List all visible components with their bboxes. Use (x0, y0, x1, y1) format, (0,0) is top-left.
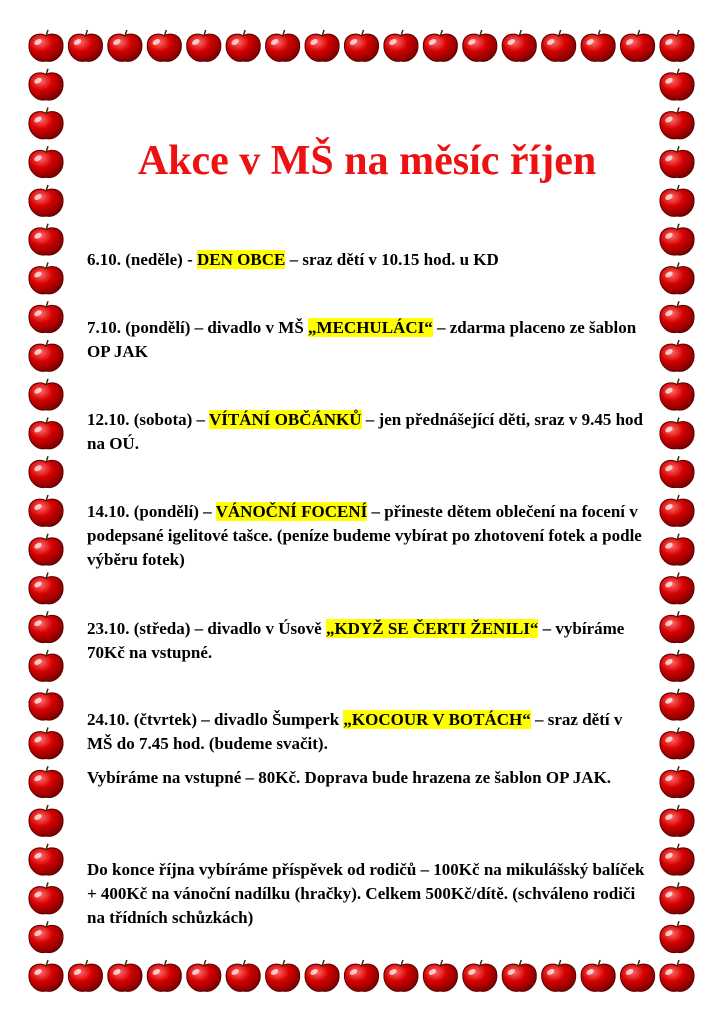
apple-icon (29, 689, 63, 720)
apple-icon (660, 456, 694, 487)
apple-icon (463, 30, 497, 61)
apple-icon (344, 960, 378, 991)
event-date: 6.10. (neděle) - (87, 250, 198, 269)
apple-icon (660, 69, 694, 100)
event-name-highlight: VÍTÁNÍ OBČÁNKŮ (209, 410, 362, 429)
event-details: – zdarma placeno ze šablon OP JAK (87, 318, 637, 361)
event-item (87, 248, 647, 272)
event-item (87, 708, 647, 756)
event-details: – sraz dětí v 10.15 hod. u KD (285, 250, 499, 269)
apple-icon (29, 108, 63, 139)
apple-icon (542, 30, 576, 61)
apple-icon (344, 30, 378, 61)
apple-icon (660, 185, 694, 216)
event-details: – sraz dětí v MŠ do 7.45 hod. (budeme svačit). (87, 710, 623, 753)
apple-icon (660, 30, 694, 61)
apple-icon (29, 69, 63, 100)
apple-icon (29, 573, 63, 604)
apple-icon (226, 960, 260, 991)
apple-icon (226, 30, 260, 61)
event-date: 12.10. (sobota) – (87, 410, 209, 429)
apple-icon (660, 224, 694, 255)
apple-icon (384, 960, 418, 991)
apple-icon (660, 883, 694, 914)
apple-icon (660, 844, 694, 875)
apple-icon (108, 960, 142, 991)
apple-icon (29, 766, 63, 797)
apple-icon (581, 30, 615, 61)
apple-icon (187, 960, 221, 991)
apple-icon (660, 379, 694, 410)
event-date: 7.10. (pondělí) – divadlo v MŠ (87, 318, 309, 337)
event-name-highlight: „MECHULÁCI“ (308, 318, 433, 337)
apple-icon (660, 728, 694, 759)
apple-icon (660, 573, 694, 604)
event-item (87, 617, 647, 665)
apple-icon (29, 301, 63, 332)
event-name-highlight: „KDYŽ SE ČERTI ŽENILI“ (325, 619, 539, 638)
apple-icon (620, 30, 654, 61)
event-name-highlight: DEN OBCE (197, 250, 286, 269)
apple-icon (29, 185, 63, 216)
apple-icon (29, 650, 63, 681)
apple-icon (266, 30, 300, 61)
apple-icon (29, 611, 63, 642)
apple-icon (660, 611, 694, 642)
apple-icon (660, 301, 694, 332)
event-details: – vybíráme 70Kč na vstupné. (87, 619, 625, 662)
apple-icon (29, 379, 63, 410)
apple-icon (29, 844, 63, 875)
apple-icon (660, 108, 694, 139)
apple-icon (423, 30, 457, 61)
apple-icon (29, 534, 63, 565)
apple-icon (29, 805, 63, 836)
apple-icon (660, 960, 694, 991)
apple-icon (29, 340, 63, 371)
apple-icon (660, 418, 694, 449)
apple-icon (147, 30, 181, 61)
apple-icon (305, 30, 339, 61)
apple-icon (581, 960, 615, 991)
event-details: – přineste dětem oblečení na focení v podepsané igelitové tašce. (peníze budeme vybírat po zhotovení fotek a podle výběru fotek) (87, 502, 642, 569)
apple-icon (147, 960, 181, 991)
apple-icon (660, 534, 694, 565)
event-date: 24.10. (čtvrtek) – divadlo Šumperk (87, 710, 344, 729)
apple-icon (305, 960, 339, 991)
apple-icon (660, 805, 694, 836)
apple-icon (384, 30, 418, 61)
apple-icon (29, 224, 63, 255)
contribution-note: Do konce října vybíráme příspěvek od rodičů – 100Kč na mikulášský balíček + 400Kč na vánoční nadílku (hračky). Celkem 500Kč/dítě. (schváleno rodiči na třídních schůzkách) (87, 860, 645, 927)
apple-icon (542, 960, 576, 991)
event-date: 14.10. (pondělí) – (87, 502, 216, 521)
apple-icon (68, 960, 102, 991)
event-name-highlight: VÁNOČNÍ FOCENÍ (215, 502, 368, 521)
event-item (87, 408, 647, 456)
event-item (87, 316, 647, 364)
apple-icon (463, 960, 497, 991)
apple-icon (620, 960, 654, 991)
apple-icon (660, 340, 694, 371)
apple-icon (266, 960, 300, 991)
apple-icon (502, 960, 536, 991)
apple-icon (29, 883, 63, 914)
apple-icon (660, 495, 694, 526)
apple-icon (423, 960, 457, 991)
apple-icon (29, 728, 63, 759)
apple-icon (29, 495, 63, 526)
apple-icon (660, 921, 694, 952)
apple-icon (502, 30, 536, 61)
apple-icon (29, 263, 63, 294)
event-details: – jen přednášející děti, sraz v 9.45 hod na OÚ. (87, 410, 643, 453)
apple-icon (108, 30, 142, 61)
apple-icon (660, 766, 694, 797)
page-title: Akce v MŠ na měsíc říjen (137, 138, 597, 184)
event-date: 23.10. (středa) – divadlo v Úsově (87, 619, 326, 638)
event-item (87, 500, 647, 572)
apple-icon (660, 263, 694, 294)
apple-icon (660, 689, 694, 720)
apple-icon (29, 921, 63, 952)
apple-icon (29, 418, 63, 449)
event-name-highlight: „KOCOUR V BOTÁCH“ (343, 710, 531, 729)
admission-note: Vybíráme na vstupné – 80Kč. Doprava bude hrazena ze šablon OP JAK. (87, 768, 612, 787)
apple-icon (187, 30, 221, 61)
apple-icon (29, 30, 63, 61)
apple-icon (29, 456, 63, 487)
apple-icon (660, 650, 694, 681)
apple-icon (68, 30, 102, 61)
apple-icon (29, 960, 63, 991)
